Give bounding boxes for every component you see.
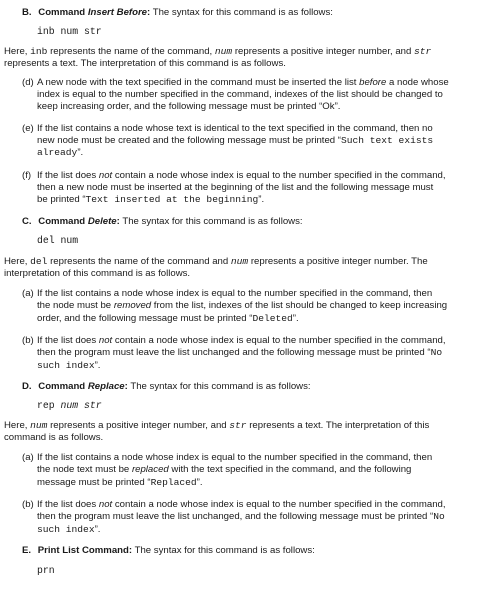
paragraph-line: Here, inb represents the name of the command, num represents a positive integer number, and str — [4, 46, 432, 57]
item-line: such index”. — [37, 524, 101, 535]
item-label: (a) — [22, 452, 34, 463]
item-label: (d) — [22, 77, 34, 88]
item-line: A new node with the text specified in the command must be inserted the list before a node whose — [37, 77, 449, 88]
syntax-code: del num — [37, 235, 79, 246]
item-line: If the list contains a node whose index is equal to the number specified in the command, then — [37, 452, 433, 463]
section-e-heading — [22, 545, 315, 556]
section-c-heading — [22, 216, 303, 227]
section-letter: C. — [22, 216, 32, 227]
section-title-prefix: Command — [38, 381, 88, 392]
section-title-suffix: : — [116, 216, 120, 227]
section-title-prefix: Command — [38, 7, 88, 18]
item-line: If the list does not contain a node whose index is equal to the number specified in the command, — [37, 335, 446, 346]
item-line: then a new node must be inserted at the beginning of the list and the following message must — [37, 182, 434, 193]
item-line: If the list contains a node whose index is equal to the number specified in the command, then — [37, 288, 433, 299]
item-label: (e) — [22, 123, 34, 134]
paragraph-line: command is as follows. — [4, 432, 104, 443]
item-line: keep increasing order, and the following message must be printed “Ok”. — [37, 101, 341, 112]
section-b-heading — [22, 7, 333, 18]
item-line: If the list does not contain a node whose index is equal to the number specified in the command, — [37, 499, 446, 510]
syntax-code: prn — [37, 565, 55, 576]
item-line: the node text must be replaced with the text specified in the command, and the following — [37, 464, 412, 475]
section-title-name: Replace — [87, 381, 125, 392]
section-letter: B. — [22, 7, 32, 18]
section-title-name: Delete — [87, 216, 117, 227]
section-title-suffix: : — [124, 381, 128, 392]
section-intro: The syntax for this command is as follows: — [150, 7, 333, 18]
paragraph-line: interpretation of this command is as follows. — [4, 268, 191, 279]
paragraph-line: Here, num represents a positive integer number, and str represents a text. The interpretation of this — [4, 420, 430, 431]
item-line: be printed “Text inserted at the beginning”. — [37, 194, 265, 205]
item-line: then the program must leave the list unchanged, and the following message must be printed “No — [37, 511, 445, 522]
item-line: message must be printed “Replaced”. — [37, 477, 203, 488]
section-title-suffix: : — [147, 7, 151, 18]
item-line: index is equal to the number specified in the command, indexes of the list should be changed to — [37, 89, 443, 100]
item-line: then the program must leave the list unchanged and the following message must be printed “No — [37, 347, 443, 358]
syntax-code: rep num str — [37, 400, 102, 411]
syntax-code: inb num str — [37, 26, 102, 37]
item-label: (b) — [22, 499, 34, 510]
item-line: already”. — [37, 147, 84, 158]
paragraph-line: Here, del represents the name of the command and num represents a positive integer number. The — [4, 256, 428, 267]
section-title-name: Insert Before — [87, 7, 148, 18]
item-line: If the list does not contain a node whose index is equal to the number specified in the command, — [37, 170, 446, 181]
item-line: the node must be removed from the list, indexes of the list should be changed to keep increasing — [37, 300, 448, 311]
item-label: (b) — [22, 335, 34, 346]
section-d-heading — [22, 381, 311, 392]
section-title-name: Print List Command: — [37, 545, 133, 556]
item-line: order, and the following message must be printed “Deleted”. — [37, 313, 299, 324]
item-line: If the list contains a node whose text is identical to the text specified in the command, then no — [37, 123, 433, 134]
item-line: such index”. — [37, 360, 101, 371]
paragraph-line: represents a text. The interpretation of this command is as follows. — [4, 58, 286, 69]
section-letter: E. — [22, 545, 32, 556]
section-title-prefix: Command — [38, 216, 88, 227]
item-label: (f) — [22, 170, 32, 181]
item-line: new node must be created and the following message must be printed “Such text exists — [37, 135, 434, 146]
section-intro: The syntax for this command is as follows: — [132, 545, 315, 556]
section-intro: The syntax for this command is as follows: — [127, 381, 311, 392]
section-intro: The syntax for this command is as follows: — [119, 216, 303, 227]
section-letter: D. — [22, 381, 32, 392]
item-label: (a) — [22, 288, 34, 299]
